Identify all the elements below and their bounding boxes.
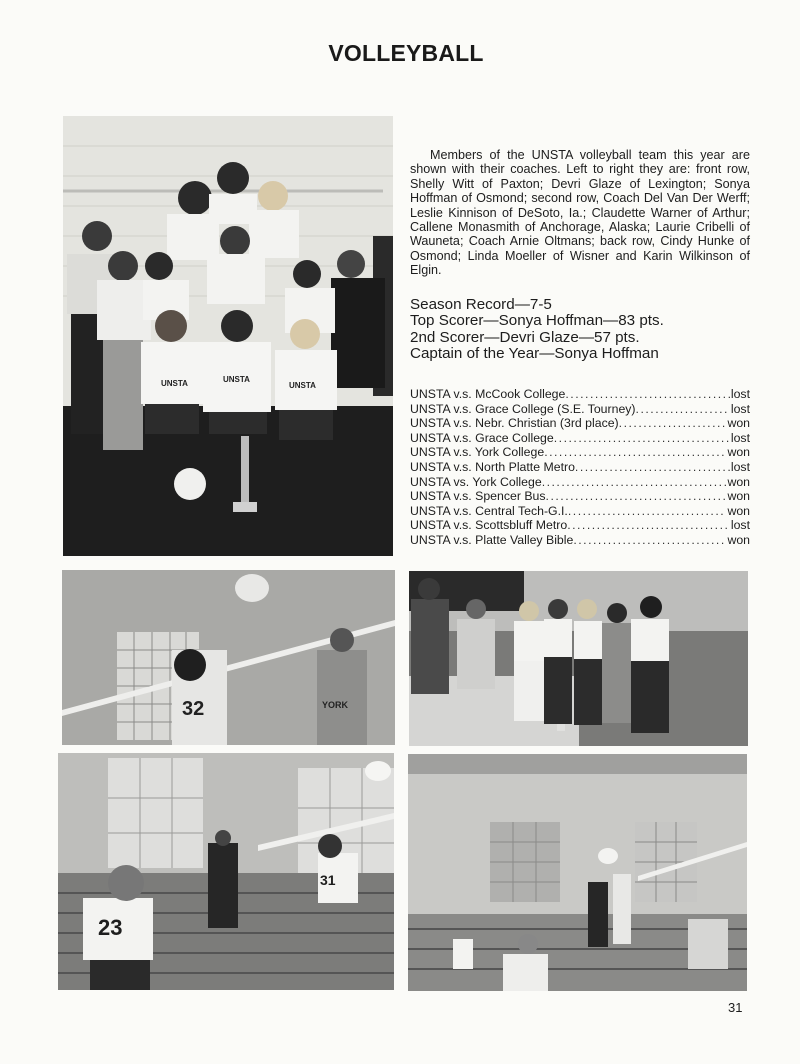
leader-dots [565,387,730,402]
game-opponent: UNSTA v.s. Nebr. Christian (3rd place) [410,416,619,431]
game-row [410,489,750,504]
leader-dots [542,475,727,490]
game-opponent: UNSTA v.s. York College [410,445,545,460]
action-photo-spike [62,570,395,745]
game-opponent: UNSTA v.s. Platte Valley Bible [410,532,574,547]
game-result: won [727,503,750,518]
svg-text:UNSTA: UNSTA [223,375,250,384]
second-scorer: 2nd Scorer—Devri Glaze—57 pts. [410,328,640,346]
leader-dots [573,533,726,548]
action-photo-attack [58,753,394,990]
leader-dots [575,460,730,475]
game-result: won [727,445,750,460]
game-row [410,460,750,475]
season-record: Season Record—7-5 [410,296,552,313]
svg-text:YORK: YORK [322,700,349,710]
team-photo-caption [410,148,750,278]
caption-text: Members of the UNSTA volleyball team this year are shown with their coaches. Left to right they are: front row, Shelly Witt of Paxton; Devri Glaze of Lexington; Sonya Hoffman of Osmond; second row, Coach Del Van Der Werff; Leslie Kinnison of DeSoto, Ia.; Claudette Warner of Arthur; Callene Monasmith of Anchorage, Alaska; Laurie Cribelli of Wauneta; Coach Arnie Oltmans; back row, Cindy Hunke of Osmond; Linda Moeller of Wisner and Karin Wilkinson of Elgin. [410,148,750,278]
leader-dots [544,445,726,460]
page-title: VOLLEYBALL [328,40,484,66]
action-photo-net [408,754,747,991]
game-results-list [410,387,750,548]
game-row [410,416,750,431]
team-photo [63,116,393,556]
game-row [410,475,750,490]
game-result: lost [730,459,750,474]
game-row [410,402,750,417]
game-result: won [727,416,750,431]
leader-dots [567,518,730,533]
svg-text:23: 23 [98,915,123,940]
game-result: lost [730,387,750,401]
season-stats [410,297,750,363]
game-opponent: UNSTA vs. York College [410,474,542,489]
game-result: lost [730,518,750,533]
captain-of-year: Captain of the Year—Sonya Hoffman [410,345,659,363]
game-opponent: UNSTA v.s. North Platte Metro [410,459,575,474]
game-opponent: UNSTA v.s. Central Tech-G.I. [410,503,568,518]
top-scorer: Top Scorer—Sonya Hoffman—83 pts. [410,312,664,330]
game-result: won [727,489,750,504]
game-opponent: UNSTA v.s. Grace College (S.E. Tourney) [410,401,636,416]
game-row [410,445,750,460]
game-opponent: UNSTA v.s. Grace College [410,430,554,445]
leader-dots [619,416,727,431]
svg-text:32: 32 [182,698,205,720]
game-row [410,504,750,519]
leader-dots [554,431,730,446]
awards-photo [409,571,748,746]
svg-text:31: 31 [320,872,336,888]
game-row [410,533,750,548]
game-row [410,387,750,402]
game-result: lost [730,401,750,416]
game-result: won [727,474,750,489]
leader-dots [546,489,727,504]
svg-text:UNSTA: UNSTA [289,381,316,390]
game-opponent: UNSTA v.s. Scottsbluff Metro [410,518,568,533]
game-row [410,431,750,446]
leader-dots [568,504,727,519]
game-opponent: UNSTA v.s. McCook College [410,387,566,401]
svg-text:UNSTA: UNSTA [161,379,188,388]
game-result: lost [730,430,750,445]
game-row [410,518,750,533]
game-opponent: UNSTA v.s. Spencer Bus [410,489,546,504]
leader-dots [636,402,730,417]
game-result: won [727,532,750,547]
page-number: 31 [728,1000,743,1015]
